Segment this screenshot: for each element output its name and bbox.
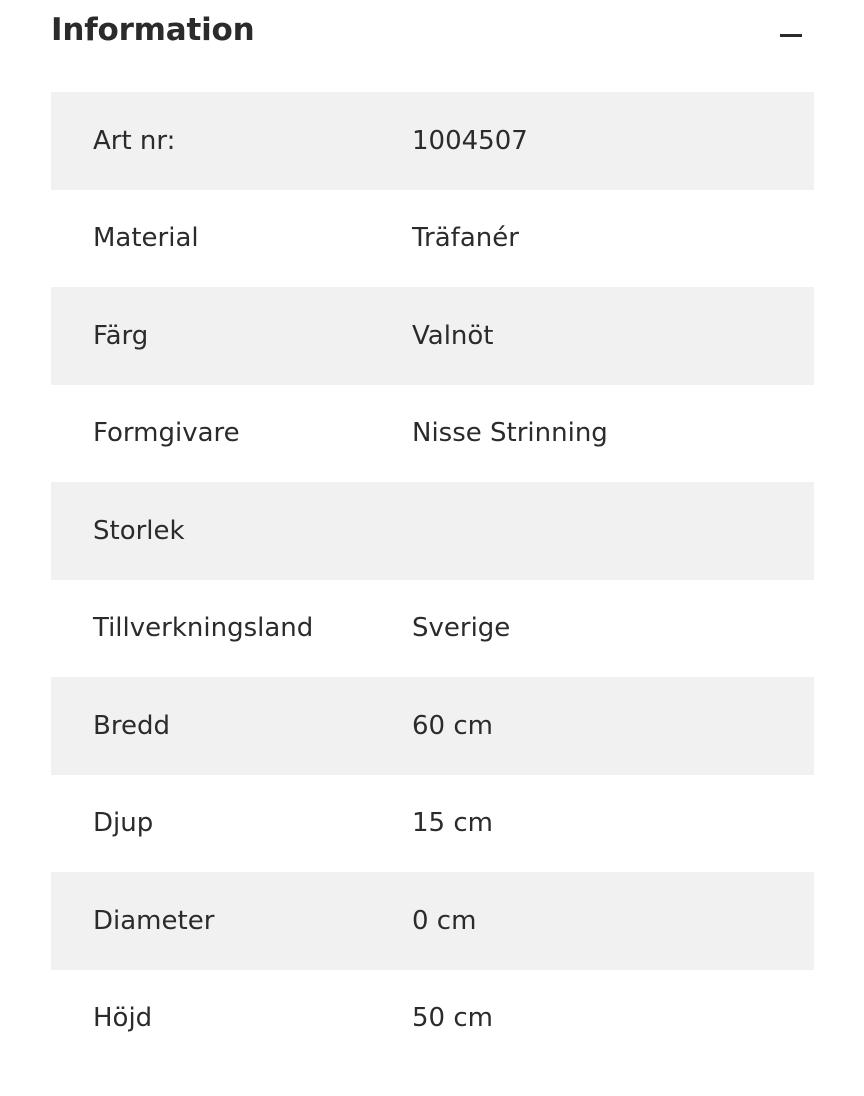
- spec-value: 1004507: [412, 125, 528, 156]
- spec-label: Djup: [93, 808, 154, 839]
- spec-value: Valnöt: [412, 320, 494, 351]
- spec-value: Sverige: [412, 613, 511, 644]
- spec-value: 15 cm: [412, 808, 493, 839]
- spec-label: Diameter: [93, 905, 215, 936]
- spec-row-hojd: [51, 970, 814, 1068]
- spec-label: Höjd: [93, 1003, 153, 1034]
- spec-row-farg: [51, 287, 814, 385]
- spec-row-storlek: [51, 482, 814, 580]
- spec-value: 50 cm: [412, 1003, 493, 1034]
- spec-row-formgivare: [51, 385, 814, 483]
- spec-label: Tillverkningsland: [93, 613, 314, 644]
- spec-label: Storlek: [93, 515, 185, 546]
- spec-row-art-nr: [51, 92, 814, 190]
- information-header[interactable]: [51, 0, 814, 92]
- spec-row-tillverkningsland: [51, 580, 814, 678]
- spec-row-material: [51, 190, 814, 288]
- spec-row-diameter: [51, 872, 814, 970]
- spec-value: 60 cm: [412, 710, 493, 741]
- spec-label: Material: [93, 223, 199, 254]
- spec-row-bredd: [51, 677, 814, 775]
- minus-icon: [780, 34, 802, 37]
- collapse-button[interactable]: [778, 22, 804, 48]
- spec-label: Färg: [93, 320, 149, 351]
- spec-label: Bredd: [93, 710, 170, 741]
- information-panel: [51, 0, 814, 1067]
- spec-label: Art nr:: [93, 125, 176, 156]
- spec-value: 0 cm: [412, 905, 477, 936]
- spec-value: Nisse Strinning: [412, 418, 608, 449]
- section-title: Information: [51, 12, 255, 48]
- spec-value: Träfanér: [412, 223, 519, 254]
- spec-table: [51, 92, 814, 1067]
- spec-row-djup: [51, 775, 814, 873]
- spec-label: Formgivare: [93, 418, 240, 449]
